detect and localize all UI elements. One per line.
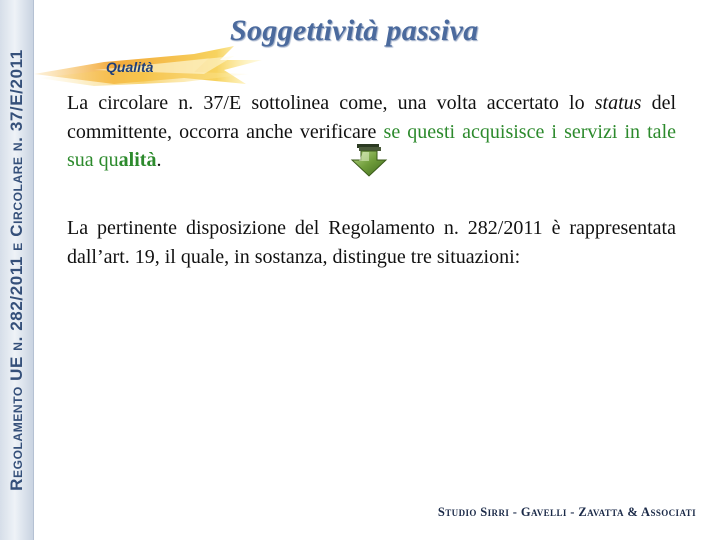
slide-title: Soggettività passiva bbox=[230, 14, 479, 47]
paragraph-2: La pertinente disposizione del Regolamento n. 282/2011 è rappresentata dall’art. 19, il quale, in sostanza, distingue tre situazioni: bbox=[67, 217, 676, 268]
p1-end: . bbox=[156, 149, 162, 171]
banner-label: Qualità bbox=[106, 59, 154, 75]
p1-text-b: del committente, occorra anche verificare bbox=[67, 92, 676, 143]
p1-highlight: se questi acquisisce i servizi in tale sua qu bbox=[67, 120, 676, 171]
sidebar-title-wrap bbox=[3, 12, 31, 528]
p1-text-a: La circolare n. 37/E sottolinea come, una volta accertato lo bbox=[67, 92, 595, 114]
footer-firm-name: Studio Sirri - Gavelli - Zavatta & Associati bbox=[437, 505, 696, 519]
sidebar-title: Regolamento UE n. 282/2011 e Circolare n. 37/E/2011 bbox=[7, 49, 26, 491]
green-down-arrow-icon[interactable] bbox=[349, 143, 389, 177]
sidebar bbox=[0, 0, 34, 540]
p1-highlight-bold: alità bbox=[118, 149, 157, 171]
p1-status-word: status bbox=[594, 92, 642, 114]
